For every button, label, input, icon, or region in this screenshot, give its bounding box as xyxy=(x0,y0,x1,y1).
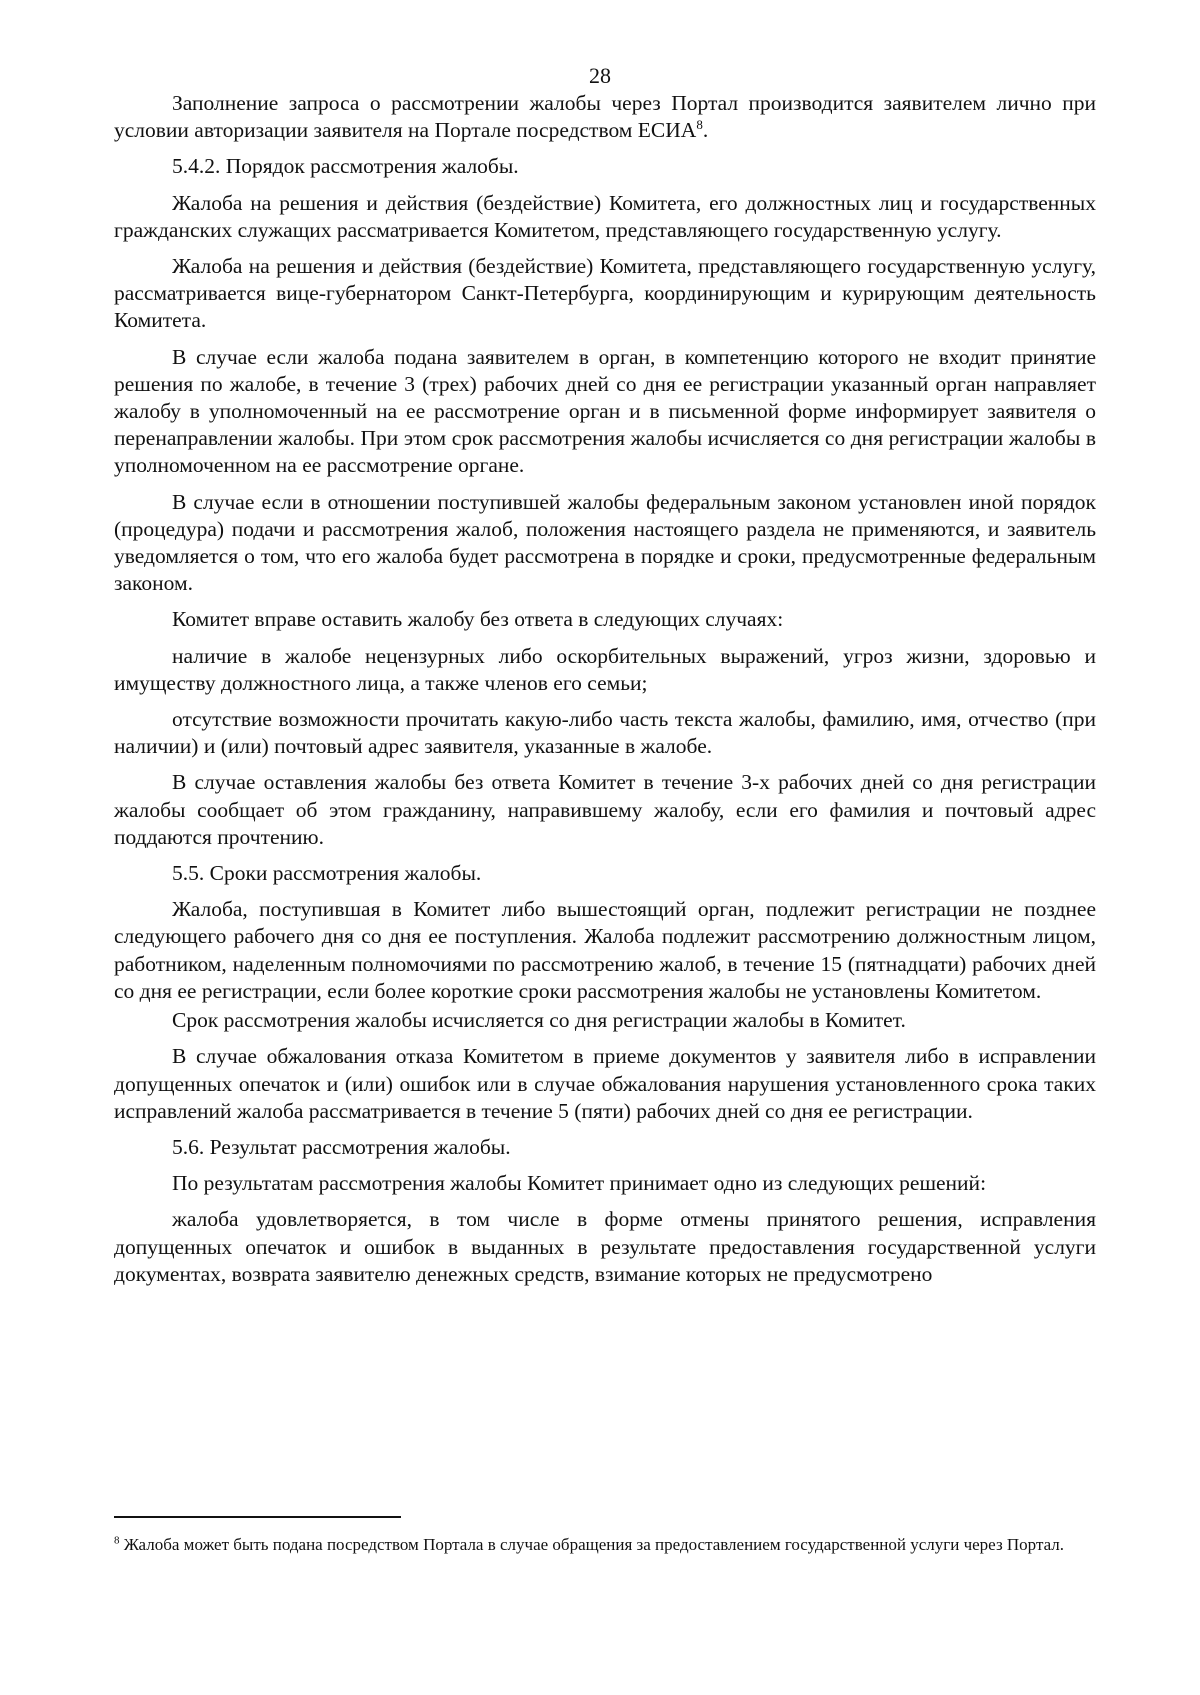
section-heading-5-4-2: 5.4.2. Порядок рассмотрения жалобы. xyxy=(172,154,519,179)
footnote xyxy=(114,1531,1096,1558)
list-item-paragraph: наличие в жалобе нецензурных либо оскорбительных выражений, угроз жизни, здоровью и имуществу должностного лица, а также членов его семьи; xyxy=(114,643,1096,695)
paragraph: Жалоба на решения и действия (бездействие) Комитета, представляющего государственную услугу, рассматривается вице-губернатором Санкт-Петербурга, координирующим и курирующим деятельность Комитета. xyxy=(114,254,1096,333)
page-number: 28 xyxy=(589,63,611,88)
section-heading-5-6: 5.6. Результат рассмотрения жалобы. xyxy=(172,1134,511,1159)
paragraph: В случае обжалования отказа Комитетом в приеме документов у заявителя либо в исправлении допущенных опечаток и (или) ошибок или в случае обжалования нарушения установленного срока таких исправлений жалоба рассматривается в течение 5 (пяти) рабочих дней со дня ее регистрации. xyxy=(114,1044,1096,1123)
section-heading-5-5: 5.5. Сроки рассмотрения жалобы. xyxy=(172,861,482,886)
paragraph: По результатам рассмотрения жалобы Комитет принимает одно из следующих решений: xyxy=(172,1171,987,1196)
paragraph: В случае если в отношении поступившей жалобы федеральным законом установлен иной порядок (процедура) подачи и рассмотрения жалоб, положения настоящего раздела не применяются, и заявитель уведомляется о том, что его жалоба будет рассмотрена в порядке и сроки, предусмотренные федеральным законом. xyxy=(114,489,1096,596)
paragraph: В случае если жалоба подана заявителем в орган, в компетенцию которого не входит принятие решения по жалобе, в течение 3 (трех) рабочих дней со дня ее регистрации указанный орган направляет жалобу в уполномоченный на ее рассмотрение орган и в письменной форме информирует заявителя о перенаправлении жалобы. При этом срок рассмотрения жалобы исчисляется со дня регистрации жалобы в уполномоченном на ее рассмотрение органе. xyxy=(114,344,1096,478)
paragraph: Срок рассмотрения жалобы исчисляется со дня регистрации жалобы в Комитет. xyxy=(172,1008,906,1033)
paragraph: В случае оставления жалобы без ответа Комитет в течение 3-х рабочих дней со дня регистрации жалобы сообщает об этом гражданину, направившему жалобу, если его фамилия и почтовый адрес поддаются прочтению. xyxy=(114,770,1096,849)
paragraph-text: Заполнение запроса о рассмотрении жалобы через Портал производится заявителем лично при условии авторизации заявителя на Портале посредством ЕСИА xyxy=(114,91,1096,143)
paragraph-portal-submission xyxy=(114,90,1096,144)
paragraph: жалоба удовлетворяется, в том числе в форме отмены принятого решения, исправления допущенных опечаток и ошибок в выданных в результате предоставления государственной услуги документах, возврата заявителю денежных средств, взимание которых не предусмотрено xyxy=(114,1207,1096,1286)
paragraph: Жалоба, поступившая в Комитет либо вышестоящий орган, подлежит регистрации не позднее следующего рабочего дня со дня ее поступления. Жалоба подлежит рассмотрению должностным лицом, работником, наделенным полномочиями по рассмотрению жалоб, в течение 15 (пятнадцати) рабочих дней со дня ее регистрации, если более короткие сроки рассмотрения жалобы не установлены Комитетом. xyxy=(114,897,1096,1003)
footnote-divider xyxy=(114,1516,401,1518)
paragraph: Жалоба на решения и действия (бездействие) Комитета, его должностных лиц и государственных гражданских служащих рассматривается Комитетом, представляющего государственную услугу. xyxy=(114,190,1096,242)
paragraph: Комитет вправе оставить жалобу без ответа в следующих случаях: xyxy=(172,607,784,632)
footnote-text: Жалоба может быть подана посредством Портала в случае обращения за предоставлением государственной услуги через Портал. xyxy=(119,1535,1065,1554)
paragraph-text-tail: . xyxy=(702,118,709,143)
list-item-paragraph: отсутствие возможности прочитать какую-либо часть текста жалобы, фамилию, имя, отчество (при наличии) и (или) почтовый адрес заявителя, указанные в жалобе. xyxy=(114,707,1096,759)
footnote-marker: 8 xyxy=(114,1534,120,1547)
document-body xyxy=(114,90,1096,1297)
footnote-reference: 8 xyxy=(696,117,703,133)
